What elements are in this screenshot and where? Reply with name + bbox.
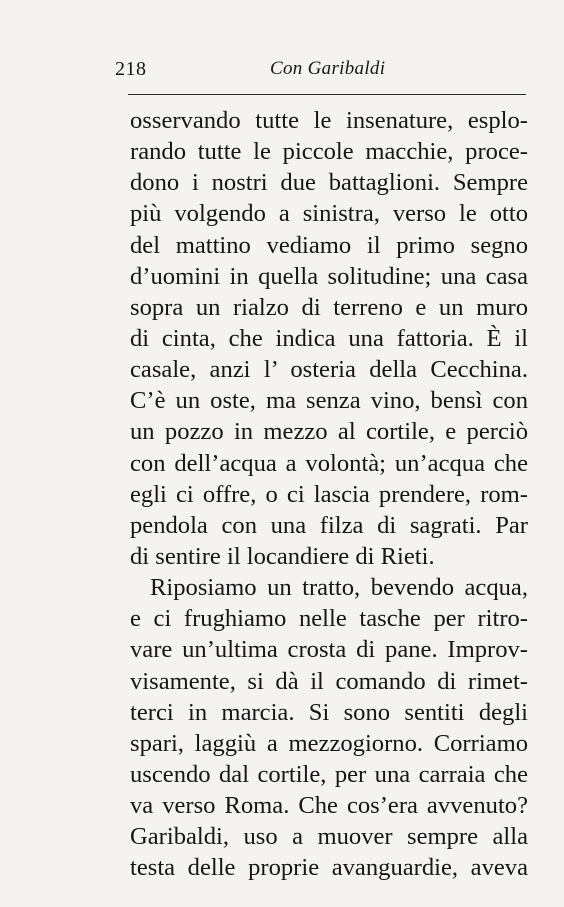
text-line: rando tutte le piccole macchie, proce- — [130, 138, 528, 166]
text-line: vare un’ultima crosta di pane. Improv- — [130, 636, 528, 664]
text-line: osservando tutte le insenature, esplo- — [130, 107, 528, 134]
text-line: uscendo dal cortile, per una carraia che — [130, 760, 528, 788]
text-line: terci in marcia. Si sono sentiti degli — [130, 698, 528, 726]
text-line: dono i nostri due battaglioni. Sempre — [130, 169, 528, 197]
running-title: Con Garibaldi — [270, 58, 386, 79]
text-line: spari, laggiù a mezzogiorno. Corriamo — [130, 729, 528, 757]
text-line: e ci frughiamo nelle tasche per ritro- — [130, 605, 528, 633]
text-line: casale, anzi l’ osteria della Cecchina. — [130, 356, 528, 384]
text-line: va verso Roma. Che cos’era avvenuto? — [130, 792, 528, 820]
text-line: di cinta, che indica una fattoria. È il — [130, 324, 528, 352]
text-line: Garibaldi, uso a muover sempre alla — [130, 823, 528, 851]
text-line: un pozzo in mezzo al cortile, e perciò — [130, 418, 528, 446]
text-line: C’è un oste, ma senza vino, bensì con — [130, 387, 528, 415]
paragraph-last-line: di sentire il locandiere di Rieti. — [130, 542, 435, 570]
text-line: con dell’acqua a volontà; un’acqua che — [130, 449, 528, 477]
page-header — [113, 58, 529, 88]
text-line: egli ci offre, o ci lascia prendere, rom- — [130, 480, 528, 508]
text-line: più volgendo a sinistra, verso le otto — [130, 200, 528, 228]
paragraph-first-line: Riposiamo un tratto, bevendo acqua, — [150, 574, 528, 602]
header-rule — [128, 94, 526, 95]
text-line: d’uomini in quella solitudine; una casa — [130, 262, 528, 290]
text-line: del mattino vediamo il primo segno — [130, 231, 528, 259]
body-text — [130, 105, 528, 884]
page-number: 218 — [115, 58, 147, 80]
text-line: pendola con una filza di sagrati. Par — [130, 511, 528, 539]
text-line: testa delle proprie avanguardie, aveva — [130, 854, 528, 882]
text-line: sopra un rialzo di terreno e un muro — [130, 293, 528, 321]
text-line: visamente, si dà il comando di rimet- — [130, 667, 528, 695]
